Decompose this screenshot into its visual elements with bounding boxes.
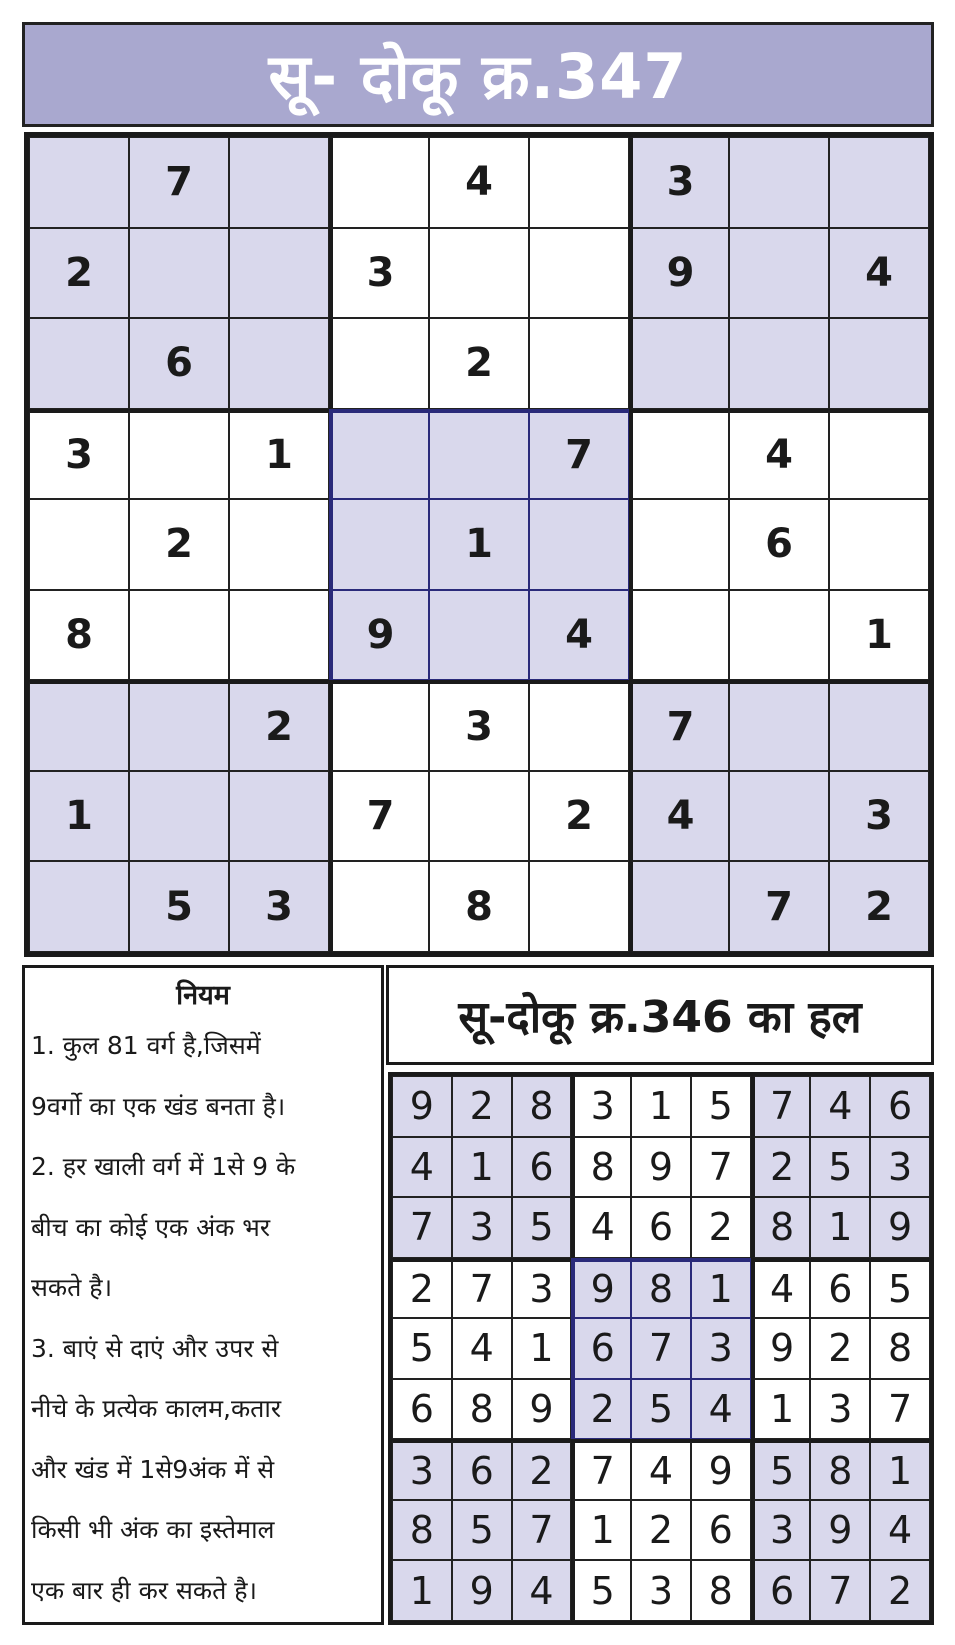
puzzle-empty-cell[interactable] bbox=[129, 228, 229, 319]
puzzle-cell: 6 bbox=[129, 318, 229, 409]
puzzle-cell: 7 bbox=[129, 137, 229, 228]
puzzle-empty-cell[interactable] bbox=[229, 590, 329, 681]
rules-line: 1. कुल 81 वर्ग है,जिसमें bbox=[31, 1031, 261, 1060]
rules-panel bbox=[22, 965, 384, 1625]
puzzle-cell: 3 bbox=[429, 680, 529, 771]
solution-cell: 3 bbox=[870, 1137, 930, 1198]
solution-cell: 9 bbox=[691, 1439, 751, 1500]
puzzle-empty-cell[interactable] bbox=[329, 861, 429, 952]
puzzle-cell: 2 bbox=[429, 318, 529, 409]
puzzle-empty-cell[interactable] bbox=[729, 318, 829, 409]
puzzle-empty-cell[interactable] bbox=[329, 499, 429, 590]
puzzle-empty-cell[interactable] bbox=[529, 137, 629, 228]
puzzle-empty-cell[interactable] bbox=[329, 318, 429, 409]
puzzle-cell: 7 bbox=[529, 409, 629, 500]
puzzle-empty-cell[interactable] bbox=[229, 318, 329, 409]
rules-line: 2. हर खाली वर्ग में 1से 9 के bbox=[31, 1152, 296, 1181]
solution-cell: 1 bbox=[870, 1439, 930, 1500]
puzzle-empty-cell[interactable] bbox=[629, 861, 729, 952]
puzzle-empty-cell[interactable] bbox=[29, 861, 129, 952]
solution-cell: 6 bbox=[751, 1560, 811, 1621]
solution-cell: 8 bbox=[751, 1197, 811, 1258]
solution-cell: 4 bbox=[631, 1439, 691, 1500]
puzzle-empty-cell[interactable] bbox=[529, 228, 629, 319]
puzzle-empty-cell[interactable] bbox=[329, 680, 429, 771]
puzzle-empty-cell[interactable] bbox=[229, 137, 329, 228]
puzzle-cell: 3 bbox=[629, 137, 729, 228]
solution-cell: 6 bbox=[691, 1500, 751, 1561]
solution-cell: 3 bbox=[571, 1076, 631, 1137]
puzzle-empty-cell[interactable] bbox=[129, 771, 229, 862]
solution-cell: 4 bbox=[751, 1258, 811, 1319]
puzzle-cell: 2 bbox=[29, 228, 129, 319]
puzzle-empty-cell[interactable] bbox=[829, 409, 929, 500]
puzzle-cell: 3 bbox=[829, 771, 929, 862]
solution-cell: 9 bbox=[810, 1500, 870, 1561]
puzzle-title: सू- दोकू क्र.347 bbox=[22, 22, 934, 127]
puzzle-empty-cell[interactable] bbox=[29, 318, 129, 409]
solution-cell: 8 bbox=[691, 1560, 751, 1621]
solution-cell: 5 bbox=[571, 1560, 631, 1621]
solution-cell: 6 bbox=[512, 1137, 572, 1198]
solution-cell: 5 bbox=[691, 1076, 751, 1137]
solution-cell: 3 bbox=[392, 1439, 452, 1500]
puzzle-cell: 5 bbox=[129, 861, 229, 952]
solution-cell: 2 bbox=[751, 1137, 811, 1198]
puzzle-empty-cell[interactable] bbox=[629, 318, 729, 409]
puzzle-cell: 7 bbox=[629, 680, 729, 771]
puzzle-empty-cell[interactable] bbox=[429, 771, 529, 862]
solution-cell: 4 bbox=[512, 1560, 572, 1621]
solution-cell: 7 bbox=[452, 1258, 512, 1319]
solution-cell: 1 bbox=[571, 1500, 631, 1561]
solution-cell: 8 bbox=[512, 1076, 572, 1137]
solution-cell: 9 bbox=[870, 1197, 930, 1258]
solution-cell: 2 bbox=[512, 1439, 572, 1500]
solution-cell: 5 bbox=[392, 1318, 452, 1379]
puzzle-cell: 3 bbox=[329, 228, 429, 319]
solution-cell: 9 bbox=[631, 1137, 691, 1198]
puzzle-cell: 4 bbox=[629, 771, 729, 862]
solution-cell: 7 bbox=[392, 1197, 452, 1258]
solution-cell: 2 bbox=[870, 1560, 930, 1621]
solution-cell: 9 bbox=[751, 1318, 811, 1379]
solution-cell: 9 bbox=[571, 1258, 631, 1319]
solution-cell: 6 bbox=[631, 1197, 691, 1258]
solution-cell: 3 bbox=[810, 1379, 870, 1440]
solution-cell: 8 bbox=[392, 1500, 452, 1561]
solution-cell: 2 bbox=[691, 1197, 751, 1258]
solution-cell: 6 bbox=[870, 1076, 930, 1137]
puzzle-empty-cell[interactable] bbox=[729, 680, 829, 771]
solution-cell: 7 bbox=[571, 1439, 631, 1500]
puzzle-empty-cell[interactable] bbox=[129, 590, 229, 681]
puzzle-empty-cell[interactable] bbox=[529, 861, 629, 952]
puzzle-cell: 9 bbox=[329, 590, 429, 681]
solution-cell: 8 bbox=[631, 1258, 691, 1319]
puzzle-empty-cell[interactable] bbox=[829, 318, 929, 409]
solution-cell: 1 bbox=[631, 1076, 691, 1137]
puzzle-cell: 6 bbox=[729, 499, 829, 590]
rules-line: 3. बाएं से दाएं और उपर से bbox=[31, 1333, 279, 1363]
puzzle-cell: 8 bbox=[29, 590, 129, 681]
solution-cell: 4 bbox=[810, 1076, 870, 1137]
solution-cell: 7 bbox=[691, 1137, 751, 1198]
puzzle-empty-cell[interactable] bbox=[329, 137, 429, 228]
solution-cell: 8 bbox=[870, 1318, 930, 1379]
solution-cell: 2 bbox=[392, 1258, 452, 1319]
puzzle-cell: 4 bbox=[529, 590, 629, 681]
solution-title: सू-दोकू क्र.346 का हल bbox=[386, 965, 934, 1065]
puzzle-cell: 4 bbox=[829, 228, 929, 319]
solution-cell: 3 bbox=[691, 1318, 751, 1379]
solution-cell: 7 bbox=[810, 1560, 870, 1621]
solution-cell: 7 bbox=[631, 1318, 691, 1379]
puzzle-empty-cell[interactable] bbox=[429, 409, 529, 500]
solution-cell: 9 bbox=[392, 1076, 452, 1137]
puzzle-cell: 1 bbox=[29, 771, 129, 862]
puzzle-cell: 3 bbox=[29, 409, 129, 500]
puzzle-cell: 2 bbox=[829, 861, 929, 952]
puzzle-empty-cell[interactable] bbox=[629, 499, 729, 590]
solution-cell: 6 bbox=[810, 1258, 870, 1319]
rules-line: सकते है। bbox=[31, 1273, 113, 1302]
solution-cell: 4 bbox=[571, 1197, 631, 1258]
solution-cell: 4 bbox=[392, 1137, 452, 1198]
solution-cell: 6 bbox=[452, 1439, 512, 1500]
rules-line: नीचे के प्रत्येक कालम,कतार bbox=[31, 1394, 282, 1423]
solution-cell: 2 bbox=[571, 1379, 631, 1440]
puzzle-empty-cell[interactable] bbox=[429, 228, 529, 319]
solution-cell: 2 bbox=[452, 1076, 512, 1137]
puzzle-cell: 7 bbox=[729, 861, 829, 952]
puzzle-cell: 1 bbox=[829, 590, 929, 681]
puzzle-empty-cell[interactable] bbox=[529, 499, 629, 590]
puzzle-empty-cell[interactable] bbox=[429, 590, 529, 681]
solution-cell: 3 bbox=[512, 1258, 572, 1319]
puzzle-cell: 2 bbox=[229, 680, 329, 771]
solution-cell: 7 bbox=[751, 1076, 811, 1137]
puzzle-empty-cell[interactable] bbox=[29, 137, 129, 228]
solution-cell: 4 bbox=[452, 1318, 512, 1379]
puzzle-cell: 1 bbox=[229, 409, 329, 500]
solution-cell: 1 bbox=[452, 1137, 512, 1198]
puzzle-cell: 7 bbox=[329, 771, 429, 862]
solution-cell: 9 bbox=[452, 1560, 512, 1621]
puzzle-empty-cell[interactable] bbox=[129, 409, 229, 500]
solution-cell: 8 bbox=[452, 1379, 512, 1440]
rules-heading: नियम bbox=[176, 980, 230, 1011]
puzzle-empty-cell[interactable] bbox=[729, 137, 829, 228]
solution-cell: 4 bbox=[870, 1500, 930, 1561]
rules-line: 9वर्गो का एक खंड बनता है। bbox=[31, 1091, 286, 1121]
solution-cell: 2 bbox=[631, 1500, 691, 1561]
solution-cell: 5 bbox=[512, 1197, 572, 1258]
solution-cell: 5 bbox=[870, 1258, 930, 1319]
solution-cell: 6 bbox=[571, 1318, 631, 1379]
puzzle-empty-cell[interactable] bbox=[329, 409, 429, 500]
puzzle-empty-cell[interactable] bbox=[829, 499, 929, 590]
solution-cell: 4 bbox=[691, 1379, 751, 1440]
solution-cell: 5 bbox=[452, 1500, 512, 1561]
solution-cell: 1 bbox=[392, 1560, 452, 1621]
solution-cell: 1 bbox=[691, 1258, 751, 1319]
rules-line: किसी भी अंक का इस्तेमाल bbox=[31, 1515, 275, 1544]
puzzle-empty-cell[interactable] bbox=[229, 771, 329, 862]
sudoku-solution-grid bbox=[388, 1072, 934, 1625]
solution-cell: 6 bbox=[392, 1379, 452, 1440]
solution-cell: 5 bbox=[810, 1137, 870, 1198]
solution-cell: 1 bbox=[810, 1197, 870, 1258]
puzzle-cell: 9 bbox=[629, 228, 729, 319]
solution-cell: 3 bbox=[452, 1197, 512, 1258]
puzzle-empty-cell[interactable] bbox=[29, 680, 129, 771]
puzzle-cell: 2 bbox=[129, 499, 229, 590]
puzzle-cell: 3 bbox=[229, 861, 329, 952]
puzzle-empty-cell[interactable] bbox=[29, 499, 129, 590]
sudoku-puzzle-grid bbox=[24, 132, 934, 957]
puzzle-empty-cell[interactable] bbox=[729, 228, 829, 319]
solution-cell: 5 bbox=[751, 1439, 811, 1500]
puzzle-empty-cell[interactable] bbox=[729, 590, 829, 681]
puzzle-empty-cell[interactable] bbox=[829, 680, 929, 771]
puzzle-cell: 1 bbox=[429, 499, 529, 590]
solution-cell: 7 bbox=[512, 1500, 572, 1561]
puzzle-empty-cell[interactable] bbox=[229, 228, 329, 319]
puzzle-cell: 4 bbox=[429, 137, 529, 228]
solution-cell: 3 bbox=[751, 1500, 811, 1561]
puzzle-cell: 4 bbox=[729, 409, 829, 500]
solution-cell: 8 bbox=[571, 1137, 631, 1198]
puzzle-cell: 2 bbox=[529, 771, 629, 862]
puzzle-empty-cell[interactable] bbox=[629, 590, 729, 681]
solution-cell: 3 bbox=[631, 1560, 691, 1621]
solution-cell: 7 bbox=[870, 1379, 930, 1440]
solution-cell: 5 bbox=[631, 1379, 691, 1440]
solution-cell: 8 bbox=[810, 1439, 870, 1500]
puzzle-empty-cell[interactable] bbox=[529, 680, 629, 771]
solution-cell: 1 bbox=[751, 1379, 811, 1440]
rules-line: और खंड में 1से9अंक में से bbox=[31, 1454, 275, 1484]
puzzle-empty-cell[interactable] bbox=[529, 318, 629, 409]
solution-cell: 9 bbox=[512, 1379, 572, 1440]
puzzle-empty-cell[interactable] bbox=[729, 771, 829, 862]
puzzle-empty-cell[interactable] bbox=[829, 137, 929, 228]
puzzle-empty-cell[interactable] bbox=[629, 409, 729, 500]
puzzle-empty-cell[interactable] bbox=[129, 680, 229, 771]
rules-line: बीच का कोई एक अंक भर bbox=[31, 1212, 271, 1242]
puzzle-empty-cell[interactable] bbox=[229, 499, 329, 590]
puzzle-cell: 8 bbox=[429, 861, 529, 952]
solution-cell: 1 bbox=[512, 1318, 572, 1379]
solution-cell: 2 bbox=[810, 1318, 870, 1379]
rules-line: एक बार ही कर सकते है। bbox=[31, 1575, 258, 1605]
